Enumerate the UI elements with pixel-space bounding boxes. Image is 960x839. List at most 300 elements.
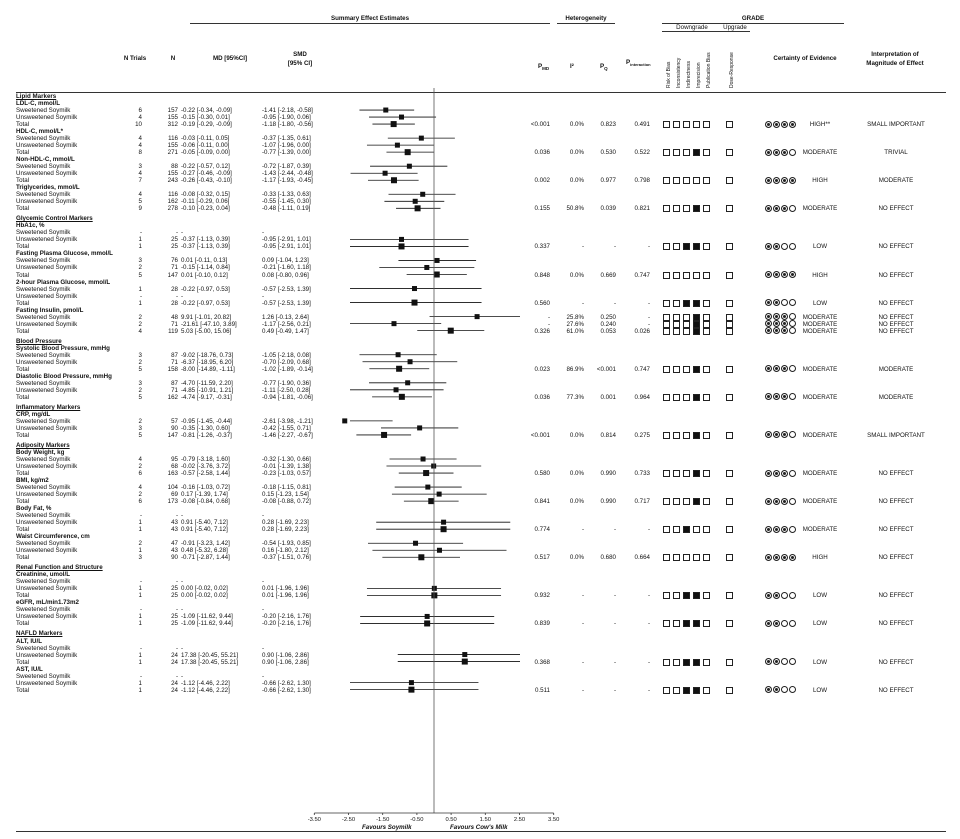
md-cell: -0.19 [-0.29, -0.09] xyxy=(181,121,232,129)
n-cell: 24 xyxy=(171,679,178,687)
n-cell: 25 xyxy=(171,243,178,251)
x-tick-label: -1.50 xyxy=(376,817,390,823)
smd-cell: -0.37 [-1.51, 0.76] xyxy=(262,554,311,562)
md-cell: -0.71 [-2.87, 1.44] xyxy=(181,554,230,562)
trials-cell: 1 xyxy=(138,585,142,593)
n-cell: 25 xyxy=(171,592,178,600)
md-cell: -0.10 [-0.23, 0.04] xyxy=(181,205,230,213)
p-q-cell: - xyxy=(613,686,616,694)
row-label: Unsweetened Soymilk xyxy=(16,613,78,621)
smd-cell: 0.01 [-1.96, 1.96] xyxy=(262,585,309,593)
smd-cell: 0.28 [-1.69, 2.23] xyxy=(262,526,309,534)
point-estimate-marker xyxy=(437,548,442,553)
p-q-cell: - xyxy=(613,526,616,534)
p-md-cell: 0.036 xyxy=(534,393,550,401)
row-label: Total xyxy=(16,526,30,534)
row-label: Unsweetened Soymilk xyxy=(16,386,78,394)
outcome-title: Body Weight, kg xyxy=(16,448,65,456)
smd-cell: -2.61 [-3.98, -1.21] xyxy=(262,417,313,425)
smd-cell: 0.49 [-0.49, 1.47] xyxy=(262,327,309,335)
md-cell: 0.01 [-0.10, 0.12] xyxy=(181,271,228,279)
trials-cell: 4 xyxy=(138,135,142,143)
certainty-label: LOW xyxy=(812,620,828,628)
n-cell: 278 xyxy=(167,205,178,213)
n-cell: 162 xyxy=(167,393,178,401)
trials-cell: 1 xyxy=(138,679,142,687)
point-estimate-marker xyxy=(435,258,440,263)
smd-cell: -0.70 [-2.09, 0.68] xyxy=(262,358,311,366)
smd-cell: -0.55 [-1.45, 0.30] xyxy=(262,198,311,206)
point-estimate-marker xyxy=(409,680,414,685)
trials-cell: 2 xyxy=(138,463,142,471)
outcome-title: Waist Circumference, cm xyxy=(16,533,90,541)
md-cell: -0.22 [-0.34, -0.09] xyxy=(181,107,232,115)
smd-cell: -1.05 [-2.18, 0.08] xyxy=(262,351,311,359)
outcome-title: Non-HDL-C, mmol/L xyxy=(16,156,75,164)
p-md-cell: 0.036 xyxy=(534,149,550,157)
p-interaction-cell: 0.491 xyxy=(634,121,650,129)
trials-cell: 2 xyxy=(138,386,142,394)
trials-cell: 3 xyxy=(138,163,142,171)
trials-cell: 4 xyxy=(138,456,142,463)
smd-cell: -0.54 [-1.93, 0.85] xyxy=(262,540,311,548)
n-cell: 43 xyxy=(171,519,178,527)
n-cell: - xyxy=(175,672,178,680)
row-label: Unsweetened Soymilk xyxy=(16,519,78,527)
trials-cell: 6 xyxy=(138,107,142,115)
section-title: Blood Pressure xyxy=(16,337,62,345)
smd-cell: -1.18 [-1.80, -0.56] xyxy=(262,121,313,129)
n-cell: 162 xyxy=(167,198,178,206)
interpretation-label: NO EFFECT xyxy=(878,592,914,600)
row-label: Total xyxy=(16,243,30,251)
smd-cell: -0.66 [-2.62, 1.30] xyxy=(262,686,311,694)
md-cell: -0.95 [-1.45, -0.44] xyxy=(181,417,232,425)
p-interaction-cell: - xyxy=(647,526,650,534)
point-estimate-marker xyxy=(448,328,454,334)
section-title: Adiposity Markers xyxy=(16,441,70,449)
smd-cell: 0.28 [-1.69, 2.23] xyxy=(262,519,309,527)
trials-cell: 6 xyxy=(138,498,142,506)
point-estimate-marker xyxy=(462,659,468,665)
p-q-cell: - xyxy=(613,658,616,666)
i2-cell: 0.0% xyxy=(569,554,584,562)
point-estimate-marker xyxy=(420,192,425,197)
p-interaction-cell: - xyxy=(647,313,650,321)
trials-cell: 1 xyxy=(138,243,142,251)
smd-cell: -0.95 [-2.91, 1.01] xyxy=(262,243,311,251)
p-md-cell: 0.368 xyxy=(534,658,550,666)
p-q-cell: - xyxy=(613,243,616,251)
smd-cell: -0.20 [-2.16, 1.76] xyxy=(262,620,311,628)
row-label: Unsweetened Soymilk xyxy=(16,651,78,659)
trials-cell: 2 xyxy=(138,358,142,366)
p-interaction-cell: - xyxy=(647,620,650,628)
point-estimate-marker xyxy=(417,425,422,430)
n-cell: 157 xyxy=(167,107,178,115)
smd-cell: -1.07 [-1.96, 0.00] xyxy=(262,142,311,150)
smd-cell: -0.72 [-1.87, 0.39] xyxy=(262,163,311,171)
trials-cell: - xyxy=(139,512,142,520)
n-cell: 155 xyxy=(167,142,178,150)
i2-cell: - xyxy=(581,686,584,694)
n-cell: 155 xyxy=(167,170,178,178)
p-interaction-cell: 0.664 xyxy=(634,554,650,562)
trials-cell: 1 xyxy=(138,613,142,621)
smd-cell: -0.18 [-1.15, 0.81] xyxy=(262,484,311,492)
row-label: Sweetened Soymilk xyxy=(16,285,71,293)
trials-cell: 3 xyxy=(138,424,142,432)
point-estimate-marker xyxy=(412,286,417,291)
md-cell: 0.00 [-0.02, 0.02] xyxy=(181,585,228,593)
i2-cell: - xyxy=(581,243,584,251)
trials-cell: 3 xyxy=(138,379,142,387)
grade-col-header: Publication Bias xyxy=(706,52,712,88)
row-label: Sweetened Soymilk xyxy=(16,191,71,199)
point-estimate-marker xyxy=(423,470,429,476)
md-cell: 0.91 [-5.40, 7.12] xyxy=(181,519,228,527)
p-md-cell: 0.337 xyxy=(534,243,550,251)
row-label: Total xyxy=(16,686,30,694)
n-cell: 271 xyxy=(167,149,178,157)
smd-cell: - xyxy=(262,512,265,520)
md-cell: -4.85 [-10.91, 1.21] xyxy=(181,386,234,394)
interpretation-label: MODERATE xyxy=(878,365,914,373)
n-cell: 173 xyxy=(167,498,178,506)
trials-cell: 4 xyxy=(138,484,142,492)
smd-cell: - xyxy=(262,672,265,680)
p-q-cell: 0.990 xyxy=(600,470,616,478)
section-title: Lipid Markers xyxy=(16,93,57,100)
p-q-cell: 0.669 xyxy=(600,271,616,279)
trials-cell: 2 xyxy=(138,417,142,425)
point-estimate-marker xyxy=(395,143,400,148)
trials-cell: 1 xyxy=(138,299,142,307)
point-estimate-marker xyxy=(462,652,467,657)
smd-cell: 0.90 [-1.06, 2.86] xyxy=(262,651,309,659)
heterogeneity-header: Heterogeneity xyxy=(565,15,607,22)
md-cell: -0.91 [-3.23, 1.42] xyxy=(181,540,230,548)
section-title: Renal Function and Structure xyxy=(16,564,103,572)
point-estimate-marker xyxy=(475,314,480,319)
md-cell: -0.22 [-0.97, 0.53] xyxy=(181,299,230,307)
row-label: Total xyxy=(16,470,30,478)
i2-cell: 86.9% xyxy=(566,365,584,373)
md-cell: -4.70 [-11.59, 2.20] xyxy=(181,379,233,387)
interpretation-header-1: Interpretation of xyxy=(871,51,919,58)
md-cell: -4.74 [-9.17, -0.31] xyxy=(181,393,232,401)
row-label: Total xyxy=(16,299,30,307)
interpretation-label: NO EFFECT xyxy=(878,271,914,279)
point-estimate-marker xyxy=(405,380,410,385)
row-label: Sweetened Soymilk xyxy=(16,578,71,586)
p-interaction-cell: - xyxy=(647,592,650,600)
md-cell: -0.27 [-0.46, -0.09] xyxy=(181,170,232,178)
row-label: Unsweetened Soymilk xyxy=(16,585,78,593)
n-header: N xyxy=(170,55,176,62)
outcome-title: Creatinine, umol/L xyxy=(16,571,70,579)
p-md-cell: 0.155 xyxy=(534,205,550,213)
trials-cell: 5 xyxy=(138,271,142,279)
trials-cell: 2 xyxy=(138,540,142,548)
trials-cell: 7 xyxy=(138,177,142,185)
certainty-label: MODERATE xyxy=(802,526,838,534)
n-cell: 71 xyxy=(171,386,178,394)
trials-cell: 1 xyxy=(138,658,142,666)
pint-header: $P_{interaction}$ xyxy=(626,59,651,68)
md-cell: 17.38 [-20.45, 55.21] xyxy=(181,658,239,666)
p-md-cell: 0.517 xyxy=(534,554,550,562)
axis-right-label: Favours Cow's Milk xyxy=(450,824,508,831)
x-tick-label: -3.50 xyxy=(307,817,321,823)
md-cell: -0.15 [-1.14, 0.84] xyxy=(181,264,230,272)
md-cell: -9.02 [-18.76, 0.73] xyxy=(181,351,234,359)
p-interaction-cell: - xyxy=(647,658,650,666)
i2-cell: 0.0% xyxy=(569,177,584,185)
p-md-cell: 0.839 xyxy=(534,620,550,628)
row-label: Unsweetened Soymilk xyxy=(16,679,78,687)
p-md-cell: 0.848 xyxy=(534,271,550,279)
downgrade-header: Downgrade xyxy=(676,24,708,31)
p-md-cell: 0.002 xyxy=(534,177,550,185)
trials-cell: 5 xyxy=(138,393,142,401)
summary-header: Summary Effect Estimates xyxy=(330,15,410,22)
outcome-title: AST, IU/L xyxy=(16,665,43,673)
md-cell: 0.00 [-0.02, 0.02] xyxy=(181,592,228,600)
interpretation-label: NO EFFECT xyxy=(878,686,914,694)
interpretation-label: NO EFFECT xyxy=(878,205,914,213)
trials-cell: 2 xyxy=(138,320,142,328)
n-cell: 90 xyxy=(171,424,178,432)
p-interaction-cell: 0.522 xyxy=(634,149,650,157)
smd-cell: -0.94 [-1.81, -0.06] xyxy=(262,393,313,401)
certainty-label: LOW xyxy=(812,299,828,307)
md-header: MD [95%CI] xyxy=(212,55,248,62)
outcome-title: HbA1c, % xyxy=(16,222,45,230)
p-interaction-cell: 0.275 xyxy=(634,431,650,439)
i2-cell: - xyxy=(581,620,584,628)
x-tick-label: 1.50 xyxy=(479,817,491,823)
p-q-cell: 0.250 xyxy=(600,313,616,321)
interpretation-label: SMALL IMPORTANT xyxy=(867,431,925,439)
ntrials-header: N Trials xyxy=(123,55,147,62)
outcome-title: Triglycerides, mmol/L xyxy=(16,184,80,192)
trials-cell: 4 xyxy=(138,327,142,335)
trials-cell: 8 xyxy=(138,149,142,157)
md-cell: -6.37 [-18.95, 6.20] xyxy=(181,358,234,366)
certainty-header: Certainty of Evidence xyxy=(773,55,837,62)
p-md-cell: 0.774 xyxy=(534,526,550,534)
row-label: Total xyxy=(16,177,30,185)
n-cell: 43 xyxy=(171,526,178,534)
p-md-cell: 0.326 xyxy=(534,327,550,335)
p-interaction-cell: 0.747 xyxy=(634,365,650,373)
i2-cell: 77.3% xyxy=(566,393,584,401)
p-interaction-cell: 0.747 xyxy=(634,271,650,279)
trials-cell: 1 xyxy=(138,547,142,555)
row-label: Sweetened Soymilk xyxy=(16,484,71,492)
n-cell: 76 xyxy=(171,257,178,265)
md-cell: -0.15 [-0.30, 0.01] xyxy=(181,114,230,122)
outcome-title: HDL-C, mmol/L* xyxy=(16,128,64,136)
point-estimate-marker xyxy=(342,418,347,423)
interpretation-label: NO EFFECT xyxy=(878,658,914,666)
n-cell: 71 xyxy=(171,320,178,328)
p-q-cell: 0.977 xyxy=(600,177,616,185)
n-cell: 119 xyxy=(168,327,178,335)
md-cell: - xyxy=(181,644,184,652)
n-cell: 90 xyxy=(171,554,178,562)
smd-cell: -0.20 [-2.16, 1.76] xyxy=(262,613,311,621)
row-label: Unsweetened Soymilk xyxy=(16,236,78,244)
p-q-cell: 0.680 xyxy=(600,554,616,562)
trials-cell: 1 xyxy=(138,526,142,534)
trials-cell: 2 xyxy=(138,491,142,499)
outcome-title: Body Fat, % xyxy=(16,505,52,513)
trials-cell: 10 xyxy=(135,121,142,129)
smd-cell: -0.57 [-2.53, 1.39] xyxy=(262,285,311,293)
trials-cell: - xyxy=(139,578,142,586)
interpretation-label: NO EFFECT xyxy=(878,327,914,335)
point-estimate-marker xyxy=(391,177,397,183)
smd-cell: -0.42 [-1.55, 0.71] xyxy=(262,424,311,432)
md-cell: - xyxy=(181,672,184,680)
smd-cell: - xyxy=(262,578,265,586)
point-estimate-marker xyxy=(415,205,421,211)
p-md-cell: 0.560 xyxy=(534,299,550,307)
i2-cell: 0.0% xyxy=(569,470,584,478)
p-interaction-cell: 0.964 xyxy=(634,393,650,401)
n-cell: 71 xyxy=(171,264,178,272)
row-label: Sweetened Soymilk xyxy=(16,351,71,359)
n-cell: 158 xyxy=(167,365,178,373)
row-label: Sweetened Soymilk xyxy=(16,672,71,680)
md-cell: 9.91 [-1.01, 20.82] xyxy=(181,313,232,321)
smd-cell: -0.48 [-1.11, 0.19] xyxy=(262,205,311,213)
point-estimate-marker xyxy=(437,492,442,497)
p-md-cell: 0.580 xyxy=(534,470,550,478)
grade-col-header: Indirectness xyxy=(686,61,692,88)
smd-cell: - xyxy=(262,292,265,300)
smd-cell: -0.77 [-1.39, 0.00] xyxy=(262,149,311,157)
n-cell: - xyxy=(175,606,178,614)
md-cell: -1.09 [-11.62, 9.44] xyxy=(181,613,233,621)
i2-cell: 50.8% xyxy=(566,205,584,213)
p-q-cell: 0.240 xyxy=(600,320,616,328)
certainty-label: LOW xyxy=(812,686,828,694)
outcome-title: 2-hour Plasma Glucose, mmol/L xyxy=(16,278,111,286)
p-md-cell: - xyxy=(547,313,550,321)
md-cell: -21.61 [-47.10, 3.89] xyxy=(181,320,237,328)
p-md-cell: <0.001 xyxy=(530,121,550,129)
n-cell: 24 xyxy=(171,658,178,666)
smd-cell: 0.01 [-1.96, 1.96] xyxy=(262,592,309,600)
p-q-cell: 0.530 xyxy=(600,149,616,157)
certainty-label: MODERATE xyxy=(802,313,838,321)
interpretation-label: MODERATE xyxy=(878,393,914,401)
n-cell: 69 xyxy=(171,491,178,499)
pq-header: $P_Q$ xyxy=(600,63,608,72)
trials-cell: 3 xyxy=(138,554,142,562)
point-estimate-marker xyxy=(405,149,411,155)
md-cell: 0.48 [-5.32, 6.28] xyxy=(181,547,228,555)
n-cell: 43 xyxy=(171,547,178,555)
p-interaction-cell: 0.821 xyxy=(634,205,650,213)
certainty-label: MODERATE xyxy=(802,365,838,373)
n-cell: 155 xyxy=(167,114,178,122)
smd-cell: -1.17 [-2.56, 0.21] xyxy=(262,320,311,328)
n-cell: 57 xyxy=(171,417,178,425)
smd-cell: - xyxy=(262,229,265,237)
point-estimate-marker xyxy=(425,614,430,619)
row-label: Sweetened Soymilk xyxy=(16,379,71,387)
row-label: Sweetened Soymilk xyxy=(16,540,71,548)
n-cell: 28 xyxy=(171,285,178,293)
certainty-label: MODERATE xyxy=(802,149,838,157)
smd-cell: -1.46 [-2.27, -0.67] xyxy=(262,431,313,439)
trials-cell: 4 xyxy=(138,114,142,122)
trials-cell: - xyxy=(139,292,142,300)
n-cell: 147 xyxy=(167,271,178,279)
interpretation-label: NO EFFECT xyxy=(878,313,914,321)
smd-cell: 0.15 [-1.23, 1.54] xyxy=(262,491,309,499)
certainty-label: MODERATE xyxy=(802,393,838,401)
row-label: Unsweetened Soymilk xyxy=(16,320,78,328)
trials-cell: 1 xyxy=(138,519,142,527)
row-label: Sweetened Soymilk xyxy=(16,135,71,143)
md-cell: 0.01 [-0.11, 0.13] xyxy=(181,257,228,265)
n-cell: 25 xyxy=(171,236,178,244)
n-cell: 243 xyxy=(167,177,178,185)
md-cell: -8.00 [-14.89, -1.11] xyxy=(181,365,235,373)
section-title: NAFLD Markers xyxy=(16,630,63,638)
point-estimate-marker xyxy=(428,498,434,504)
md-cell: -0.05 [-0.09, 0.00] xyxy=(181,149,230,157)
grade-col-header: Inconsistency xyxy=(676,57,682,88)
n-cell: 87 xyxy=(171,351,178,359)
smd-cell: -0.08 [-0.88, 0.72] xyxy=(262,498,311,506)
i2-cell: 0.0% xyxy=(569,431,584,439)
trials-cell: 1 xyxy=(138,651,142,659)
outcome-title: Systolic Blood Pressure, mmHg xyxy=(16,344,110,352)
row-label: Sweetened Soymilk xyxy=(16,107,71,115)
outcome-title: Diastolic Blood Pressure, mmHg xyxy=(16,372,112,380)
row-label: Total xyxy=(16,498,30,506)
p-q-cell: 0.814 xyxy=(600,431,616,439)
md-cell: -0.08 [-0.84, 0.68] xyxy=(181,498,230,506)
certainty-label: HIGH xyxy=(812,271,828,279)
n-cell: 116 xyxy=(168,135,178,143)
md-cell: -0.11 [-0.29, 0.06] xyxy=(181,198,230,206)
certainty-label: LOW xyxy=(812,592,828,600)
md-cell: -0.35 [-1.30, 0.60] xyxy=(181,424,230,432)
smd-ci-header: [95% CI] xyxy=(287,60,313,67)
smd-cell: 0.90 [-1.06, 2.86] xyxy=(262,658,309,666)
trials-cell: 2 xyxy=(138,264,142,272)
smd-cell: -0.95 [-2.91, 1.01] xyxy=(262,236,311,244)
interpretation-label: NO EFFECT xyxy=(878,243,914,251)
point-estimate-marker xyxy=(419,136,424,141)
smd-cell: -1.02 [-1.89, -0.14] xyxy=(262,365,313,373)
i2-cell: 61.0% xyxy=(566,327,584,335)
p-q-cell: - xyxy=(613,620,616,628)
row-label: Total xyxy=(16,592,30,600)
certainty-label: MODERATE xyxy=(802,470,838,478)
row-label: Unsweetened Soymilk xyxy=(16,547,78,555)
trials-cell: 1 xyxy=(138,620,142,628)
smd-cell: -1.43 [-2.44, -0.48] xyxy=(262,170,313,178)
row-label: Sweetened Soymilk xyxy=(16,512,71,520)
